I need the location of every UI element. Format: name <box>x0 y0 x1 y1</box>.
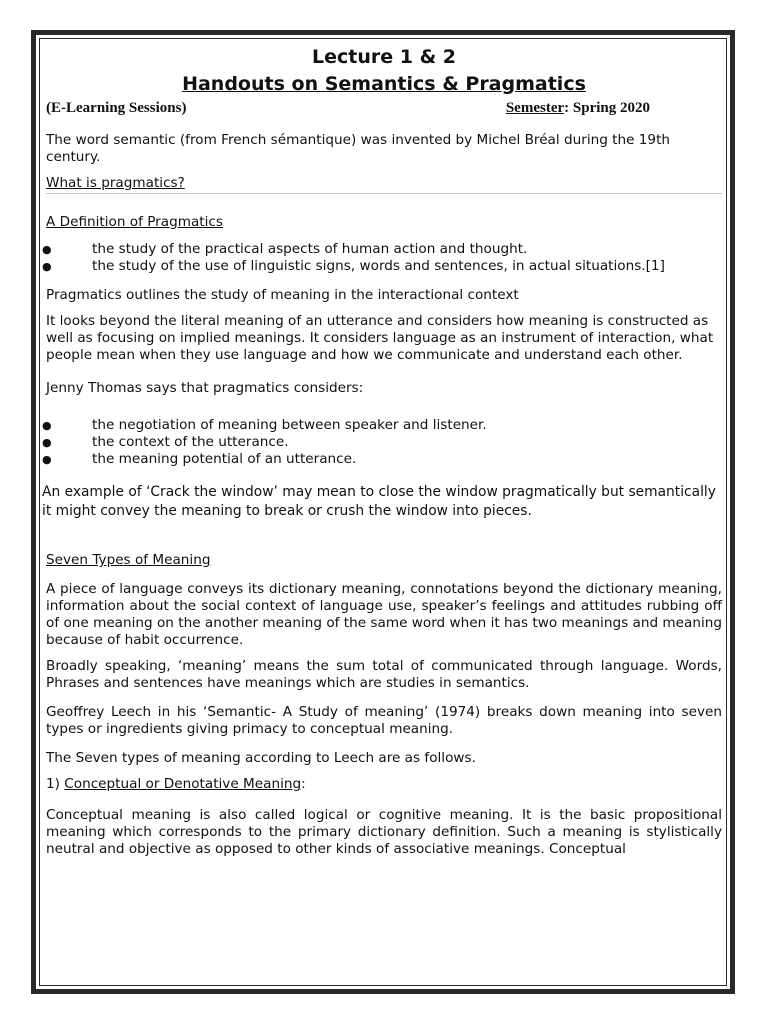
bullet-icon: ● <box>42 419 52 432</box>
definition-heading <box>46 214 722 231</box>
conceptual-paragraph: Conceptual meaning is also called logical or cognitive meaning. It is the basic propositional meaning which corresponds to the primary dictionary definition. Such a meaning is stylistically neutral and objective as opposed to other kinds of associative meanings. Conceptual <box>46 807 722 857</box>
geoffrey-leech-paragraph: Geoffrey Leech in his ‘Semantic- A Study of meaning’ (1974) breaks down meaning into seven types or ingredients giving primacy to conceptual meaning. <box>46 704 722 737</box>
conceptual-number: 1) <box>46 776 65 792</box>
list-item-text: the study of the practical aspects of human action and thought. <box>92 241 528 257</box>
list-item <box>42 241 722 258</box>
pragmatics-heading-text: What is pragmatics? <box>46 175 185 191</box>
list-item-text: the context of the utterance. <box>92 434 289 450</box>
conceptual-heading-text: Conceptual or Denotative Meaning <box>64 776 302 792</box>
seven-types-heading-text: Seven Types of Meaning <box>46 552 211 568</box>
jenny-thomas-paragraph: Jenny Thomas says that pragmatics considers: <box>46 380 364 396</box>
seven-types-heading <box>46 552 722 569</box>
outline-paragraph: Pragmatics outlines the study of meaning in the interactional context <box>46 287 519 303</box>
seven-types-list-intro: The Seven types of meaning according to Leech are as follows. <box>46 750 476 766</box>
semester-label: Semester <box>505 100 565 116</box>
pragmatics-heading <box>46 175 722 194</box>
example-paragraph: An example of ‘Crack the window’ may mean to close the window pragmatically but semantically it might convey the meaning to break or crush the window into pieces. <box>42 484 716 519</box>
list-item <box>42 417 722 434</box>
conceptual-heading <box>46 776 722 793</box>
conceptual-colon: : <box>301 776 306 792</box>
bullet-icon: ● <box>42 436 52 449</box>
definition-heading-text: A Definition of Pragmatics <box>46 214 223 230</box>
session-label: (E-Learning Sessions) <box>46 100 187 116</box>
bullet-icon: ● <box>42 453 52 466</box>
jenny-list <box>42 417 722 468</box>
list-item <box>42 258 722 275</box>
handout-title: Handouts on Semantics & Pragmatics <box>182 73 586 95</box>
definition-list <box>42 241 722 275</box>
intro-paragraph: The word semantic (from French sémantique) was invented by Michel Bréal during the 19th century. <box>46 132 671 165</box>
bullet-icon: ● <box>42 243 52 256</box>
semester-info <box>506 98 650 118</box>
looks-beyond-paragraph: It looks beyond the literal meaning of an utterance and considers how meaning is constructed as well as focusing on implied meanings. It considers language as an instrument of interaction, what people mean when they use language and how we communicate and understand each other. <box>46 313 714 363</box>
list-item-text: the negotiation of meaning between speaker and listener. <box>92 417 487 433</box>
piece-of-language-paragraph: A piece of language conveys its dictionary meaning, connotations beyond the dictionary meaning, information about the social context of language use, speaker’s feelings and attitudes rubbing off of one meaning on the another meaning of the same word when it has two meanings and meaning because of habit occurrence. <box>46 581 722 648</box>
session-row <box>46 98 722 118</box>
list-item-text: the study of the use of linguistic signs, words and sentences, in actual situations.[1] <box>92 258 665 274</box>
list-item <box>42 434 722 451</box>
bullet-icon: ● <box>42 260 52 273</box>
semester-value: : Spring 2020 <box>564 100 650 116</box>
list-item-text: the meaning potential of an utterance. <box>92 451 357 467</box>
broadly-speaking-paragraph: Broadly speaking, ‘meaning’ means the sum total of communicated through language. Words, Phrases and sentences have meanings which are studies in semantics. <box>46 658 722 691</box>
list-item <box>42 451 722 468</box>
document-body <box>42 46 722 858</box>
lecture-title: Lecture 1 & 2 <box>312 46 456 68</box>
